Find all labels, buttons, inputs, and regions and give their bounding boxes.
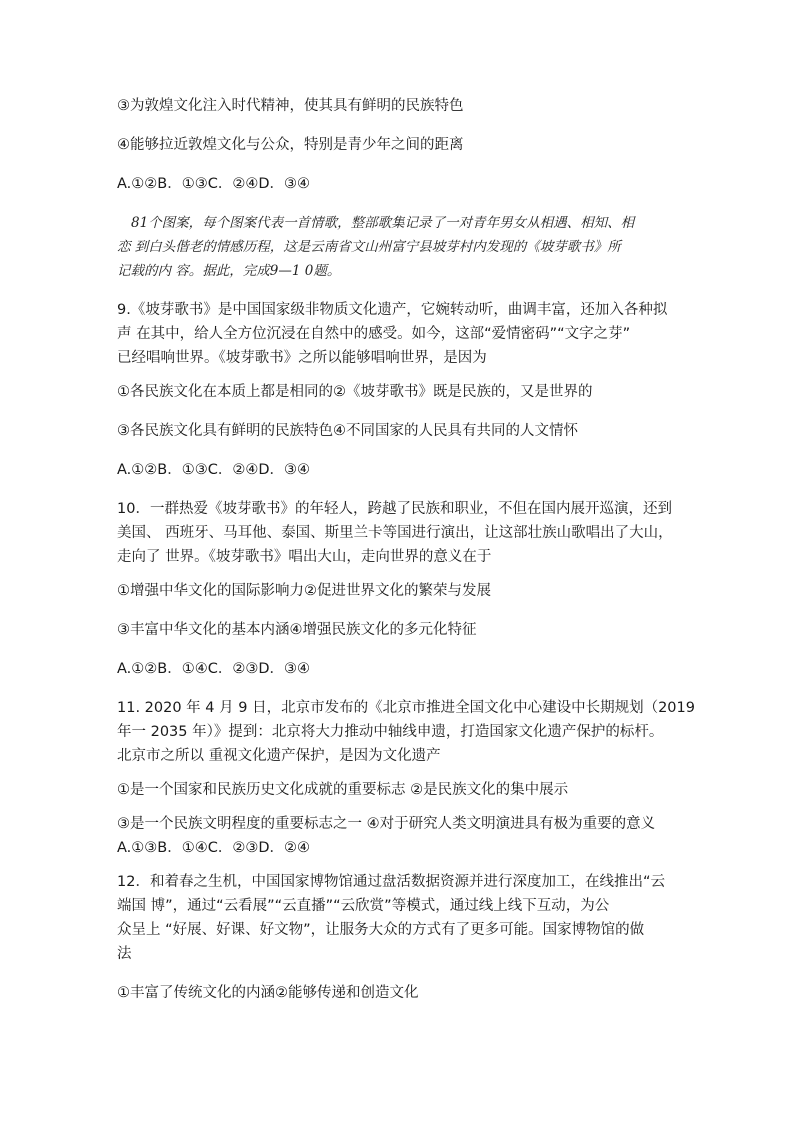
question-12-text: 12．和着春之生机，中国国家博物馆通过盘活数据资源并进行深度加工，在线推出“云 <box>117 874 665 890</box>
answer-choices: A.①②B．①③C．②④D．③④ <box>117 462 311 478</box>
question-11-text: 11. 2020 年 4 月 9 日，北京市发布的《北京市推进全国文化中心建设中长期规划（2019 <box>117 700 695 716</box>
option-line: ①增强中华文化的国际影响力②促进世界文化的繁荣与发展 <box>117 583 491 599</box>
option-line: ③各民族文化具有鲜明的民族特色④不同国家的人民具有共同的人文情怀 <box>117 423 578 439</box>
answer-choices: A.①③B．①④C．②③D．②④ <box>117 840 311 856</box>
material-text: 记载的内 容。据此，完成9—1 0题。 <box>117 263 341 279</box>
question-11-text: 年一 2035 年）》提到：北京将大力推动中轴线申遗，打造国家文化遗产保护的标杆。 <box>117 724 664 740</box>
option-line: ①各民族文化在本质上都是相同的②《坡芽歌书》既是民族的，又是世界的 <box>117 384 593 400</box>
option-line: ③为敦煌文化注入时代精神，使其具有鲜明的民族特色 <box>117 98 464 114</box>
question-10-text: 10．一群热爱《坡芽歌书》的年轻人，跨越了民族和职业，不但在国内展开巡演，还到 <box>117 501 672 517</box>
question-11-text: 北京市之所以 重视文化遗产保护，是因为文化遗产 <box>117 748 441 764</box>
question-9-text: 9.《坡芽歌书》是中国国家级非物质文化遗产，它婉转动听，曲调丰富，还加入各种拟 <box>117 302 668 318</box>
question-9-text: 已经唱响世界。《坡芽歌书》之所以能够唱响世界，是因为 <box>117 350 487 366</box>
answer-choices: A.①②B．①③C．②④D．③④ <box>117 176 311 192</box>
option-line: ①是一个国家和民族历史文化成就的重要标志 ②是民族文化的集中展示 <box>117 782 569 798</box>
material-text: 恋 到白头偕老的情感历程，这是云南省文山州富宁县坡芽村内发现的《坡芽歌书》所 <box>117 239 621 255</box>
option-line: ④能够拉近敦煌文化与公众，特别是青少年之间的距离 <box>117 137 464 153</box>
option-line: ①丰富了传统文化的内涵②能够传递和创造文化 <box>117 985 419 1001</box>
question-10-text: 走向了 世界。《坡芽歌书》唱出大山，走向世界的意义在于 <box>117 549 492 565</box>
option-line: ③丰富中华文化的基本内涵④增强民族文化的多元化特征 <box>117 622 477 638</box>
question-9-text: 声 在其中，给人全方位沉浸在自然中的感受。如今，这部“爱情密码”“文字之芽” <box>117 326 631 342</box>
option-line: ③是一个民族文明程度的重要标志之一 ④对于研究人类文明演进具有极为重要的意义 <box>117 816 656 832</box>
question-12-text: 端国 博”，通过“云看展”“云直播”“云欣赏”等模式，通过线上线下互动，为公 <box>117 898 610 914</box>
question-10-text: 美国、 西班牙、马耳他、泰国、斯里兰卡等国进行演出，让这部壮族山歌唱出了大山， <box>117 525 673 541</box>
question-12-text: 众呈上 “好展、好课、好文物”，让服务大众的方式有了更多可能。国家博物馆的做 <box>117 922 645 938</box>
material-text: 81个图案，每个图案代表一首情歌，整部歌集记录了一对青年男女从相遇、相知、相 <box>131 215 635 231</box>
answer-choices: A.①②B．①④C．②③D．③④ <box>117 661 311 677</box>
question-12-text: 法 <box>117 946 132 962</box>
